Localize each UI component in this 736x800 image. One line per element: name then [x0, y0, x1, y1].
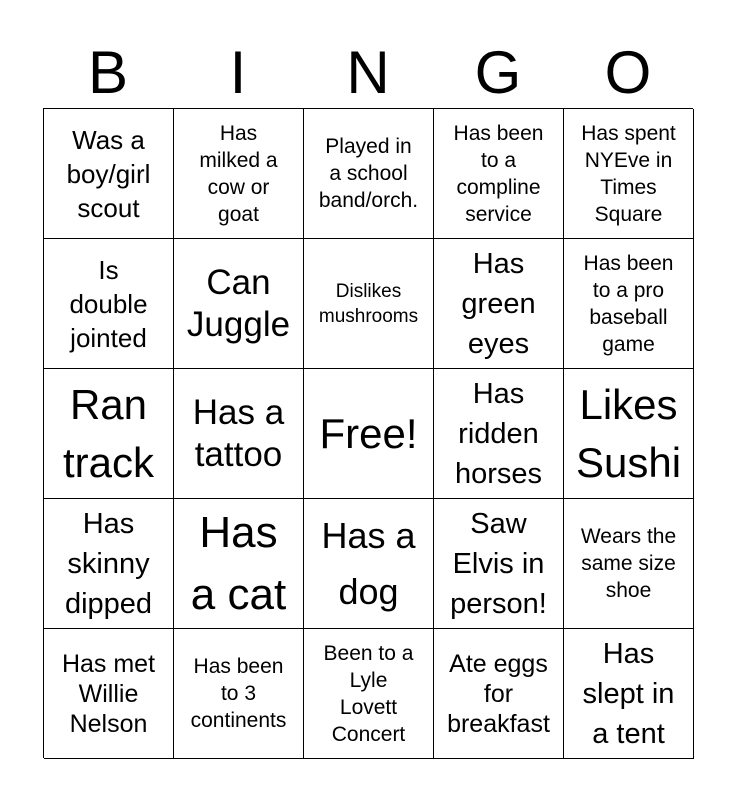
bingo-header	[43, 38, 693, 108]
cell-text: Was a boy/girl scout	[66, 124, 151, 223]
bingo-cell[interactable]	[304, 239, 434, 369]
bingo-cell[interactable]	[434, 239, 564, 369]
bingo-cell[interactable]	[564, 629, 694, 759]
cell-text: Dislikes mushrooms	[318, 280, 419, 327]
cell-text: Has been to a pro baseball game	[583, 251, 674, 356]
bingo-cell[interactable]	[434, 369, 564, 499]
bingo-cell[interactable]	[44, 369, 174, 499]
bingo-cell[interactable]	[304, 629, 434, 759]
cell-text: Wears the same size shoe	[580, 525, 677, 602]
cell-text: Has ridden horses	[454, 377, 543, 490]
cell-text: Has a cat	[190, 507, 287, 619]
cell-text: Is double jointed	[69, 254, 148, 353]
cell-text: Has skinny dipped	[64, 507, 153, 620]
bingo-cell[interactable]	[434, 499, 564, 629]
cell-text: Has green eyes	[461, 247, 536, 360]
cell-text: Has spent NYEve in Times Square	[581, 121, 676, 226]
cell-text: Has slept in a tent	[582, 637, 675, 750]
header-letter-o: O	[604, 39, 652, 106]
bingo-cell[interactable]	[174, 369, 304, 499]
header-letter-i: I	[229, 39, 247, 106]
bingo-cell[interactable]	[434, 109, 564, 239]
bingo-cell[interactable]	[174, 499, 304, 629]
bingo-cell[interactable]	[564, 499, 694, 629]
bingo-cell[interactable]	[564, 109, 694, 239]
header-letter-g: G	[474, 39, 522, 106]
cell-text: Has milked a cow or goat	[199, 121, 278, 226]
bingo-cell[interactable]	[174, 629, 304, 759]
bingo-cell[interactable]	[174, 109, 304, 239]
bingo-cell[interactable]	[174, 239, 304, 369]
bingo-cell[interactable]	[304, 499, 434, 629]
cell-text: Has a dog	[321, 514, 416, 612]
bingo-cell[interactable]	[304, 109, 434, 239]
cell-text: Played in a school band/orch.	[318, 135, 419, 212]
cell-text: Ate eggs for breakfast	[447, 649, 550, 738]
cell-text: Has been to a compline service	[453, 121, 544, 226]
cell-text: Saw Elvis in person!	[450, 507, 547, 620]
cell-text: Has a tattoo	[192, 392, 285, 474]
cell-text: Ran track	[62, 380, 154, 486]
bingo-cell[interactable]	[434, 629, 564, 759]
bingo-cell[interactable]	[44, 499, 174, 629]
bingo-card	[43, 108, 693, 758]
bingo-cell[interactable]	[564, 369, 694, 499]
cell-text: Has met Willie Nelson	[61, 649, 156, 738]
cell-text: Has been to 3 continents	[190, 655, 287, 732]
cell-text: Been to a Lyle Lovett Concert	[323, 641, 414, 746]
bingo-cell[interactable]	[44, 109, 174, 239]
bingo-cell free-space[interactable]	[304, 369, 434, 499]
bingo-cell[interactable]	[564, 239, 694, 369]
header-letter-b: B	[87, 39, 129, 106]
header-letter-n: N	[346, 39, 390, 106]
free-space-text: Free!	[319, 409, 418, 457]
bingo-cell[interactable]	[44, 629, 174, 759]
cell-text: Can Juggle	[186, 262, 291, 344]
bingo-cell[interactable]	[44, 239, 174, 369]
cell-text: Likes Sushi	[575, 380, 682, 486]
